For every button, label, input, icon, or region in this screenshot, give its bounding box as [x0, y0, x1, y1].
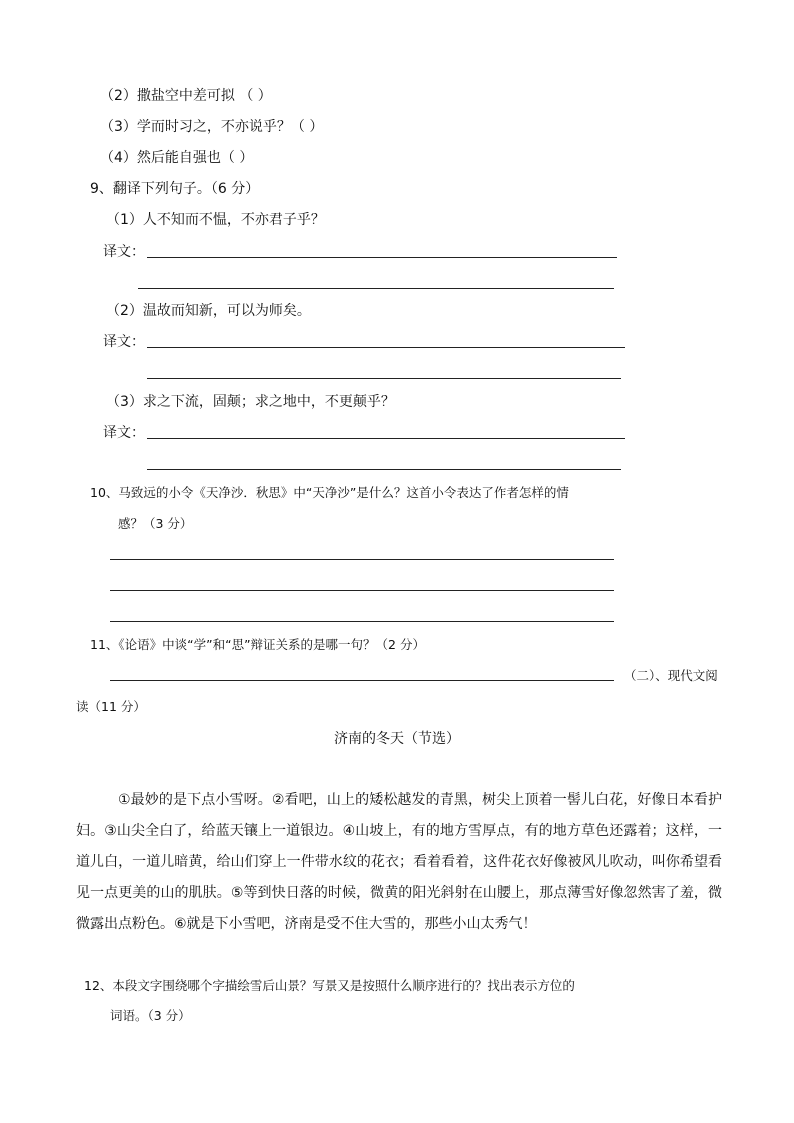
q9-heading: 9、翻译下列句子。（6 分）: [90, 181, 260, 197]
answer-line[interactable]: [110, 621, 614, 622]
q9-sentence-2: （2）温故而知新，可以为师矣。: [106, 303, 311, 319]
q10-text-line-2: 感？（3 分）: [118, 516, 193, 531]
section-2-heading-part-1: （二）、现代文阅: [624, 668, 718, 683]
answer-line[interactable]: [147, 438, 625, 439]
answer-line[interactable]: [110, 559, 614, 560]
answer-line[interactable]: [110, 680, 614, 681]
q10-text-line-1: 10、马致远的小令《天净沙．秋思》中“天净沙”是什么？这首小令表达了作者怎样的情: [90, 485, 569, 500]
translation-label-1: 译文：: [103, 244, 145, 260]
q11-text: 11、《论语》中谈“学”和“思”辩证关系的是哪一句？（2 分）: [90, 637, 425, 652]
q12-text-line-2: 词语。（3 分）: [110, 1008, 191, 1023]
answer-line[interactable]: [147, 347, 625, 348]
answer-line[interactable]: [110, 590, 614, 591]
answer-line[interactable]: [138, 288, 614, 289]
q8-item-2: （2）撒盐空中差可拟 （ ）: [100, 88, 272, 104]
q8-item-4: （4）然后能自强也（ ）: [100, 150, 254, 166]
passage-title: 济南的冬天（节选）: [334, 731, 460, 747]
q9-sentence-1: （1）人不知而不愠，不亦君子乎？: [106, 212, 325, 228]
q12-text-line-1: 12、本段文字围绕哪个字描绘雪后山景？写景又是按照什么顺序进行的？找出表示方位的: [84, 978, 575, 993]
answer-line[interactable]: [147, 257, 617, 258]
passage-text: ①最妙的是下点小雪呀。②看吧，山上的矮松越发的青黑，树尖上顶着一髻儿白花，好像日本看护妇。③山尖全白了，给蓝天镶上一道银边。④山坡上，有的地方雪厚点，有的地方草色还露着；这样，一 道儿白，一道儿暗黄，给山们穿上一件带水纹的花衣；看着看着，这件花衣好像被风儿吹动，叫你希望看见一点更美的山的肌肤。⑤等到快日落的时候，微黄的阳光斜射在山腰上，那点薄雪好像忽然害了羞，微 微露出点粉色。⑥就是下小雪吧，济南是受不住大雪的，那些小山太秀气！: [76, 792, 722, 932]
q9-sentence-3: （3）求之下流，固颠；求之地中，不更颠乎？: [106, 394, 395, 410]
answer-line[interactable]: [147, 378, 621, 379]
q8-item-3: （3）学而时习之，不亦说乎？（ ）: [100, 119, 324, 135]
translation-label-3: 译文：: [103, 425, 145, 441]
section-2-heading-part-2: 读（11 分）: [76, 699, 146, 714]
answer-line[interactable]: [147, 469, 621, 470]
translation-label-2: 译文：: [103, 334, 145, 350]
